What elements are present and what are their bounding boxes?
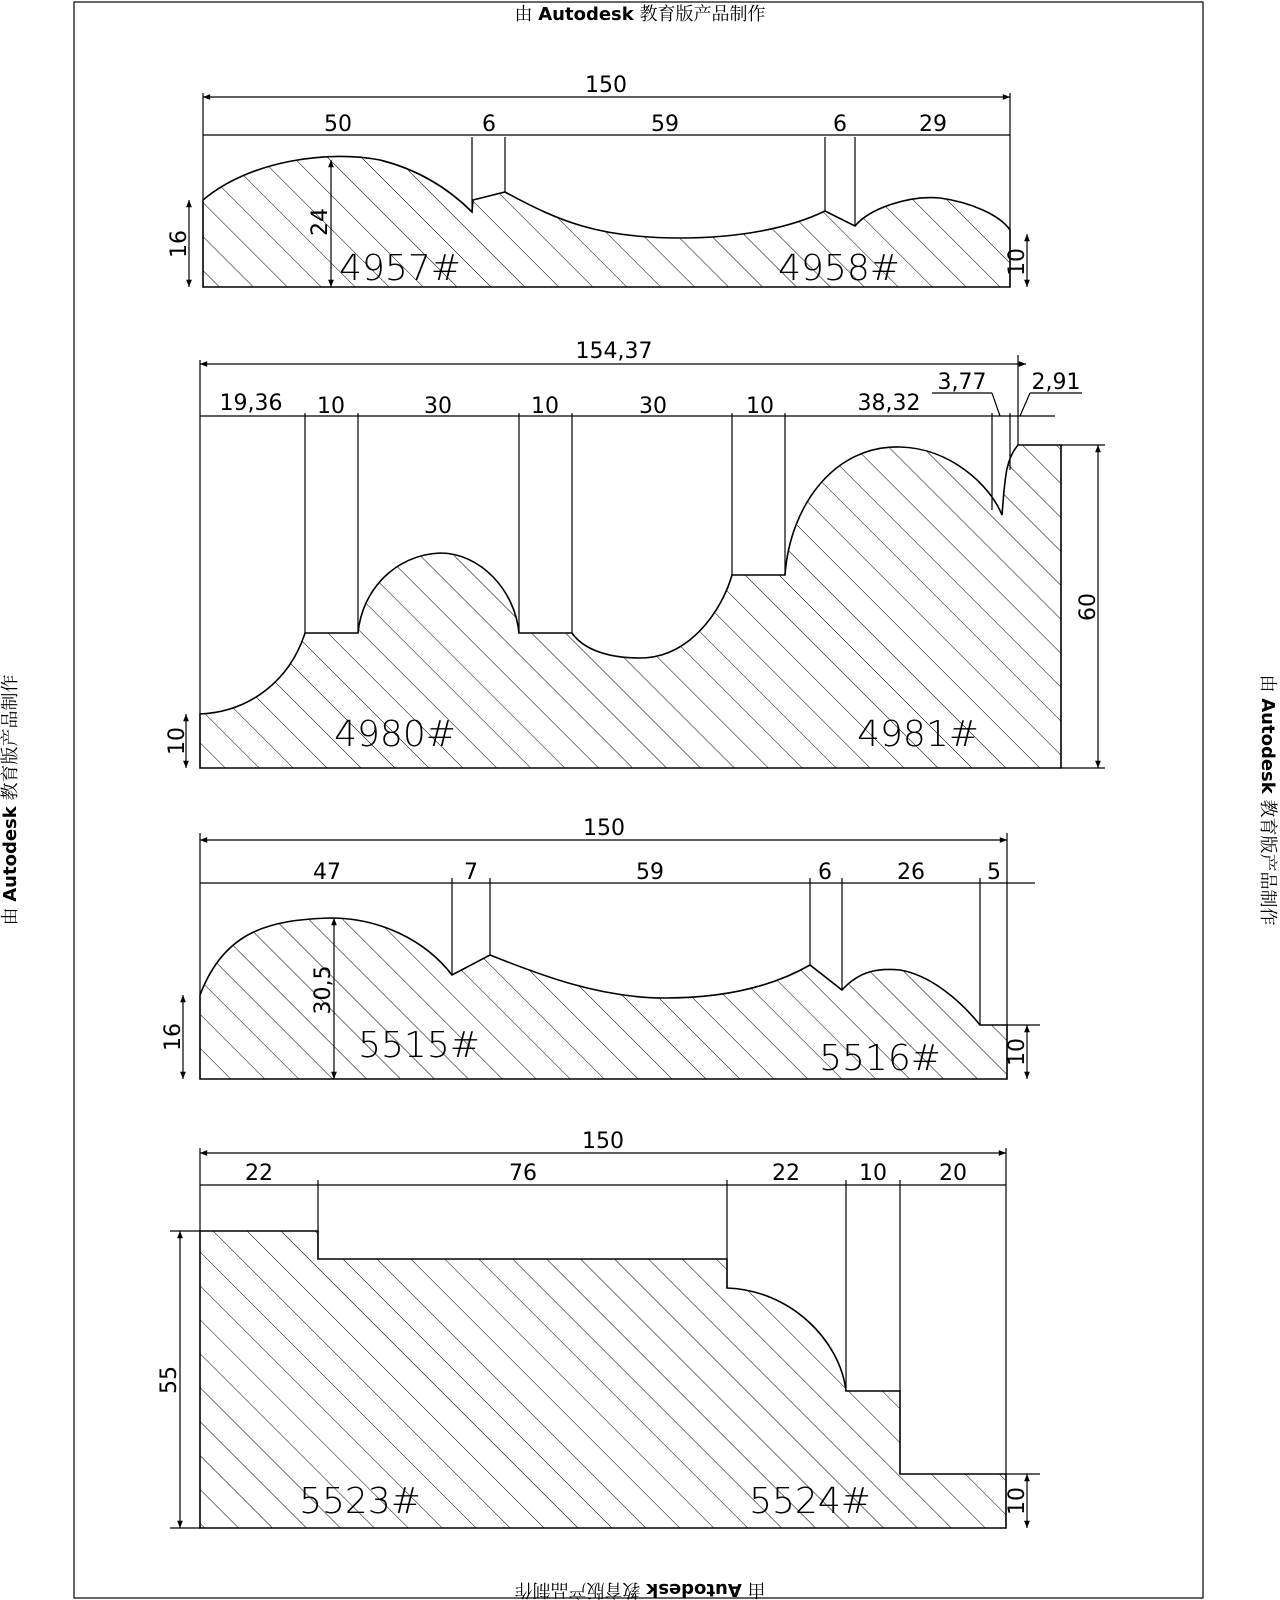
profile-5515-5516 [161,816,1040,1079]
dim-seg: 59 [636,860,664,885]
dim-seg: 2,91 [1031,370,1081,395]
profile-label: 4981# [857,714,979,755]
dim-seg: 5 [987,860,1001,885]
dim-seg: 7 [464,860,478,885]
dim-seg: 38,32 [857,391,921,416]
dim-seg: 10 [531,394,559,419]
leader-line [992,393,1000,416]
dim-seg: 29 [919,112,947,137]
watermark-bottom: 由 Autodesk 教育版产品制作 [514,1579,766,1600]
watermark-left: 由 Autodesk 教育版产品制作 [0,674,21,926]
dim-seg: 30 [424,394,452,419]
profile-label: 4957# [339,248,461,289]
dim-side: 10 [1005,1487,1030,1515]
dim-seg: 50 [324,112,352,137]
profile-4980-4981 [165,339,1105,768]
dim-overall: 150 [583,816,625,841]
dim-side: 10 [1005,248,1030,276]
leader-line [1020,393,1030,416]
dim-overall: 150 [585,73,627,98]
profile-5523-5524 [157,1129,1040,1528]
dim-seg: 10 [746,394,774,419]
profile-label: 5515# [358,1025,480,1066]
dim-seg: 22 [772,1161,800,1186]
dim-seg: 6 [833,112,847,137]
dim-side: 60 [1076,593,1101,621]
dim-side: 30,5 [311,965,336,1015]
dim-seg: 22 [245,1161,273,1186]
profile-label: 5524# [749,1481,871,1522]
dim-seg: 30 [639,394,667,419]
dim-side: 24 [308,208,333,236]
dim-side: 16 [167,230,192,258]
dim-side: 55 [157,1366,182,1394]
dim-seg: 59 [651,112,679,137]
profile-label: 4980# [334,714,456,755]
dim-seg: 76 [509,1161,537,1186]
dim-overall: 150 [582,1129,624,1154]
dim-seg: 10 [859,1161,887,1186]
dim-seg: 20 [939,1161,967,1186]
dim-seg: 47 [313,860,341,885]
profile-label: 5516# [819,1038,941,1079]
profile-label: 4958# [778,248,900,289]
dim-overall: 154,37 [575,339,653,364]
watermark-right: 由 Autodesk 教育版产品制作 [1257,674,1278,926]
dim-side: 16 [161,1023,186,1051]
watermark-top: 由 Autodesk 教育版产品制作 [514,4,766,25]
dim-side: 10 [165,727,190,755]
dim-seg: 3,77 [937,370,987,395]
dim-seg: 6 [482,112,496,137]
dim-seg: 6 [818,860,832,885]
dim-seg: 26 [897,860,925,885]
dim-side: 10 [1005,1038,1030,1066]
profile-4957-4958 [167,73,1030,289]
profile-label: 5523# [299,1481,421,1522]
dim-seg: 19,36 [219,391,283,416]
dim-seg: 10 [317,394,345,419]
